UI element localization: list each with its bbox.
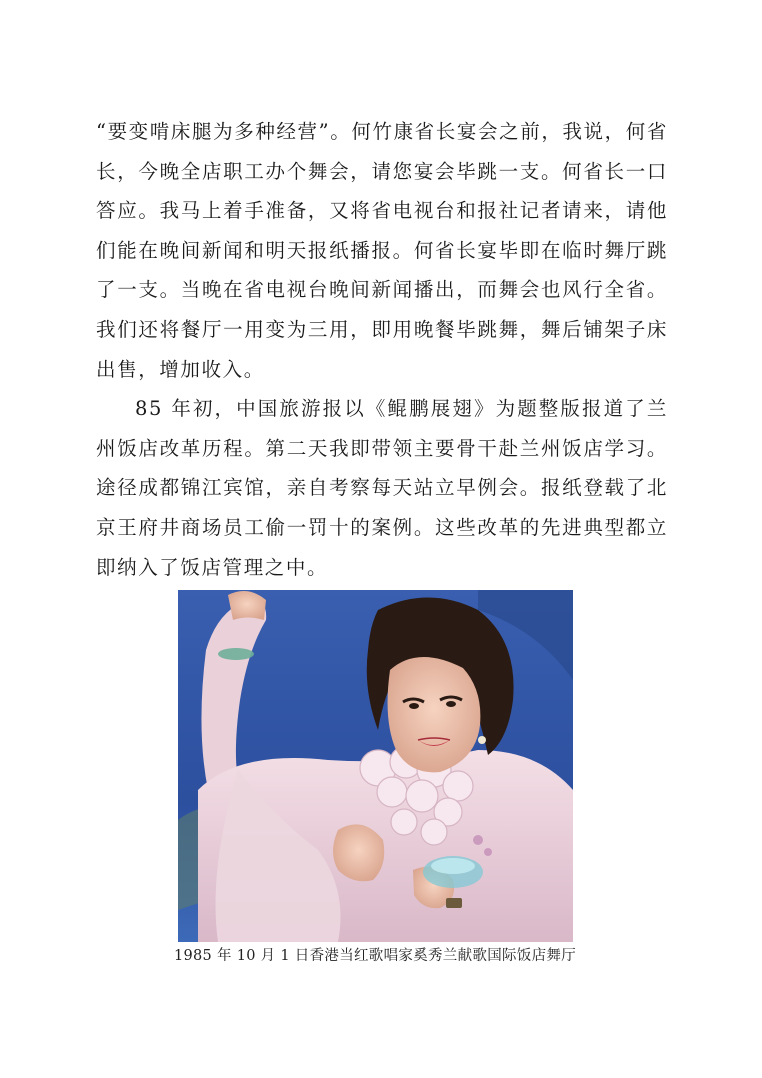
body-text	[96, 112, 668, 587]
paragraph-1: “要变啃床腿为多种经营”。何竹康省长宴会之前，我说，何省长，今晚全店职工办个舞会，请您宴会毕跳一支。何省长一口答应。我马上着手准备，又将省电视台和报社记者请来，请他们能在晚间新闻和明天报纸播报。何省长宴毕即在临时舞厅跳了一支。当晚在省电视台晚间新闻播出，而舞会也风行全省。我们还将餐厅一用变为三用，即用晚餐毕跳舞，舞后铺架子床出售，增加收入。	[96, 120, 668, 381]
photo-caption: 1985 年 10 月 1 日香港当红歌唱家奚秀兰献歌国际饭店舞厅	[173, 948, 577, 964]
singer-photo	[178, 590, 573, 942]
paragraph-2: 85 年初，中国旅游报以《鲲鹏展翅》为题整版报道了兰州饭店改革历程。第二天我即带领主要骨干赴兰州饭店学习。途径成都锦江宾馆，亲自考察每天站立早例会。报纸登载了北京王府井商场员工偷一罚十的案例。这些改革的先进典型都立即纳入了饭店管理之中。	[96, 397, 668, 579]
